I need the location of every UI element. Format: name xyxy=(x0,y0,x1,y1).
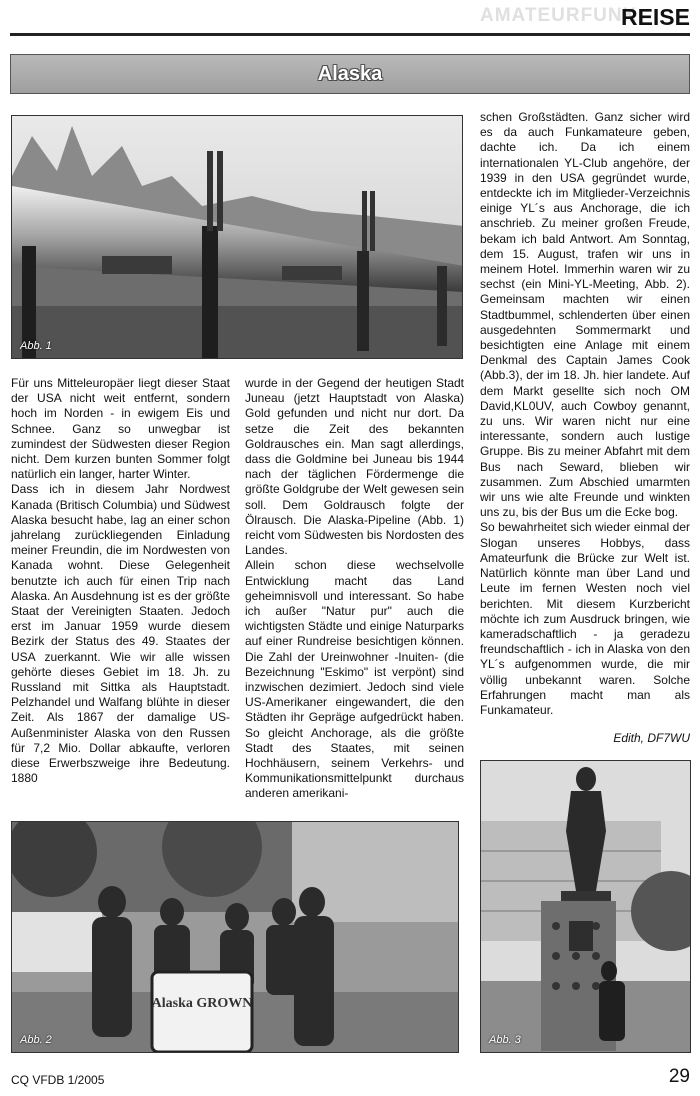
paragraph: wurde in der Gegend der heutigen Stadt Juneau (jetzt Hauptstadt von Alaska) Gold gefunden und nicht nur dort. Da setze die Zeit des bekannten Goldrausches ein. Man sagt allerdings, dass die Goldmine bei Juneau bis 1944 nach der täglichen Fördermenge die größte Goldgrube der Welt gewesen sein soll. Dem Goldrausch folgte der Ölrausch. Die Alaska-Pipeline (Abb. 1) reicht vom Südwesten bis Nordosten des Landes. xyxy=(245,376,464,558)
footer-issue: CQ VFDB 1/2005 xyxy=(11,1073,105,1087)
article-column-3 xyxy=(480,110,690,718)
figure-1-caption: Abb. 1 xyxy=(20,340,52,352)
article-column-1 xyxy=(11,376,230,786)
statue-image xyxy=(481,761,691,1053)
author-signature: Edith, DF7WU xyxy=(613,731,690,745)
paragraph: Für uns Mitteleuropäer liegt dieser Staat der USA nicht weit entfernt, sondern hoch im Norden - in ewigem Eis und Schnee. Ganz so unwegbar ist zumindest der Südwesten dieser Region nicht. Dem kurzen bunten Sommer folgt natürlich ein langer, harter Winter. xyxy=(11,376,230,482)
figure-2-group-photo xyxy=(11,821,459,1053)
ghost-heading: AMATEURFUNK xyxy=(480,5,638,26)
article-title: Alaska xyxy=(317,62,383,85)
figure-2-caption: Abb. 2 xyxy=(20,1034,52,1046)
figure-3-caption: Abb. 3 xyxy=(489,1034,521,1046)
paragraph: So bewahrheitet sich wieder einmal der Slogan unseres Hobbys, dass Amateurfunk die Brücke zur Welt ist. Natürlich könnte man über Land und Leute im fernen Westen noch viel berichten. Mit diesem Kurzbericht möchte ich zum Ausdruck bringen, wie kameradschaftlich - ja geradezu freundschaftlich - ich in Alaska von den YL´s aufgenommen wurde, die mir völlig unbekannt waren. Solche Erfahrungen macht man als Funkamateur. xyxy=(480,520,690,717)
pipeline-image xyxy=(12,116,463,359)
figure-1-pipeline-photo xyxy=(11,115,463,359)
group-image xyxy=(12,822,459,1053)
section-heading: REISE xyxy=(620,4,690,30)
paragraph: schen Großstädten. Ganz sicher wird es da auch Funkamateure geben, dachte ich. Da ich einem internationalen YL-Club angehöre, der 1939 in den USA gegründet wurde, entdeckte ich im Mitglieder-Verzeichnis einige YL´s aus Anchorage, die ich anschrieb. Zu meiner großen Freude, bekam ich bald Antwort. Am Sonntag, dem 15. August, trafen wir uns in meinem Hotel. Immerhin waren wir zu sechst (ein Mini-YL-Meeting, Abb. 2). Gemeinsam machten wir einen Stadtbummel, schlenderten über einen ausgedehnten Sommermarkt und besichtigten eine Anlage mit einem Denkmal des Captain James Cook (Abb.3), der im 18. Jh. hier landete. Auf dem Markt gesellte sich noch OM David,KL0UV, auch Cowboy genannt, zu uns. Wir waren nicht nur eine interessante, sondern auch lustige Gruppe. Bis zu meiner Abfahrt mit dem Bus nach Seward, blieben wir zusammen. Zum Abschied umarmten wir uns wie alte Freunde und winkten uns zu, bis der Bus um die Ecke bog. xyxy=(480,110,690,520)
sign-text: Alaska GROWN xyxy=(151,996,253,1011)
paragraph: Dass ich in diesem Jahr Nordwest Kanada (Britisch Columbia) und Südwest Alaska besucht habe, lag an einer schon jahrelang zurückliegenden Einladung meiner Freundin, die im Nordwesten von Kanada wohnt. Diese Gelegenheit benutzte ich auch für einen Trip nach Alaska. An Ausdehnung ist es der größte Staat der Vereinigten Staaten. Jedoch erst im Januar 1959 wurde diesem Bezirk der Status des 49. Staates der USA zuerkannt. Wie wir alle wissen gehörte dieses Gebiet im 18. Jh. zu Russland mit Sittka als Hauptstadt. Pelzhandel und Walfang blühte in dieser Zeit. Als 1867 der damalige US-Außenminister Alaska von den Russen für 7,2 Mio. Dollar abkaufte, verloren diese Erwerbszweige ihre Bedeutung. 1880 xyxy=(11,482,230,786)
header-rule xyxy=(10,33,690,36)
article-title-bar xyxy=(10,54,690,94)
page-number: 29 xyxy=(668,1066,690,1087)
figure-3-statue-photo xyxy=(480,760,691,1053)
article-column-2 xyxy=(245,376,464,802)
paragraph: Allein schon diese wechselvolle Entwicklung macht das Land geheimnisvoll und interessant. So habe ich außer "Natur pur" auch die wichtigsten Städte und einige Naturparks auf einer Rundreise besichtigen können. Die Zahl der Ureinwohner -Inuiten- (die Bezeichnung "Eskimo" ist verpönt) sind inzwischen dezimiert. Jedoch sind viele US-Amerikaner eingewandert, die den Städten ihr Gepräge aufgedrückt haben. So gleicht Anchorage, als die größte Stadt des Staates, mit seinen Hochhäusern, seinem Verkehrs- und Kommunikationsmittelpunkt durchaus anderen amerikani- xyxy=(245,558,464,801)
